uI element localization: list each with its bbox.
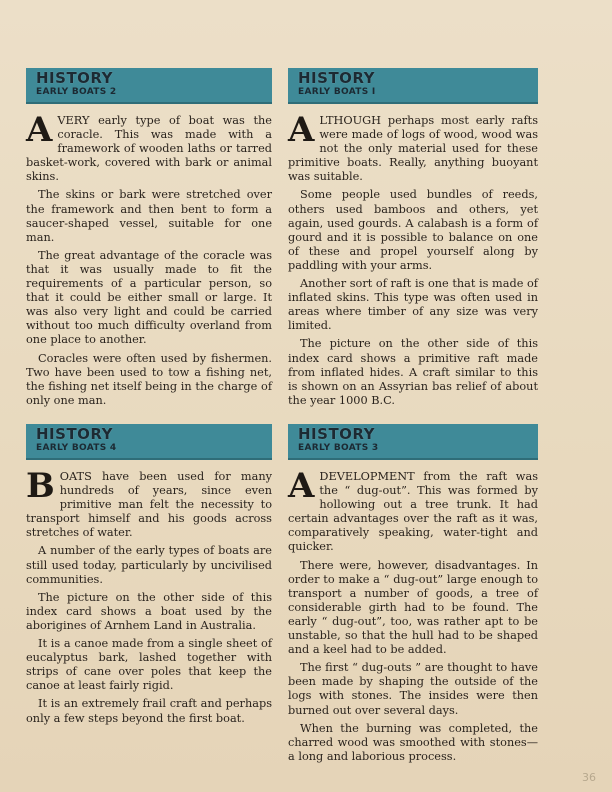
card-subtitle: EARLY BOATS I (298, 87, 376, 97)
drop-cap: B (26, 466, 55, 506)
card-early-boats-1 (288, 68, 538, 412)
card-body (288, 466, 538, 764)
card-header (288, 424, 538, 460)
card-title: HISTORY (298, 425, 376, 443)
paragraph: Some people used bundles of reeds, others used bamboos and others, yet again, used gourds. A calabash is a form of gourd and it is possible to balance on one of these and propel yourself along by paddling with your arms. (288, 188, 538, 272)
paragraph: When the burning was completed, the charred wood was smoothed with stones—a long and laborious process. (288, 721, 538, 763)
card-header (26, 68, 272, 104)
card-title: HISTORY (298, 69, 376, 87)
card-subtitle: EARLY BOATS 3 (298, 443, 379, 453)
drop-cap: A (288, 466, 315, 506)
paragraph: The great advantage of the coracle was that it was usually made to fit the requirements of a particular person, so that it could be either small or large. It was also very light and could be carried without too much difficulty overland from one place to another. (26, 248, 272, 347)
paragraph: The picture on the other side of this index card shows a primitive raft made from inflated hides. A craft similar to this is shown on an Assyrian bas relief of about the year 1000 B.C. (288, 337, 538, 407)
paragraph: It is an extremely frail craft and perhaps only a few steps beyond the first boat. (26, 697, 272, 725)
card-early-boats-4 (26, 424, 272, 730)
card-subtitle: EARLY BOATS 2 (36, 87, 117, 97)
paragraph: OATS have been used for many hundreds of years, since even primitive man felt the necessity to transport himself and his goods across stretches of water. (26, 470, 272, 540)
card-subtitle: EARLY BOATS 4 (36, 443, 117, 453)
paragraph: LTHOUGH perhaps most early rafts were made of logs of wood, wood was not the only material used for these primitive boats. Really, anything buoyant was suitable. (288, 114, 538, 184)
card-early-boats-2 (26, 68, 272, 412)
paragraph: Another sort of raft is one that is made of inflated skins. This type was often used in areas where timber of any size was very limited. (288, 277, 538, 333)
card-header (288, 68, 538, 104)
card-body (288, 110, 538, 408)
paragraph: DEVELOPMENT from the raft was the “ dug-out”. This was formed by hollowing out a tree trunk. It had certain advantages over the raft as it was, comparatively speaking, water-tight and quicker. (288, 470, 538, 554)
card-body (26, 110, 272, 408)
card-header (26, 424, 272, 460)
card-body (26, 466, 272, 726)
drop-cap: A (26, 110, 53, 150)
paragraph: The picture on the other side of this index card shows a boat used by the aborigines of Arnhem Land in Australia. (26, 590, 272, 632)
paragraph: A number of the early types of boats are still used today, particularly by uncivilised communities. (26, 544, 272, 586)
paragraph: VERY early type of boat was the coracle. This was made with a framework of wooden laths or tarred basket-work, covered with bark or animal skins. (26, 114, 272, 184)
paragraph: There were, however, disadvantages. In order to make a “ dug-out” large enough to transport a number of goods, a tree of considerable girth had to be found. The early “ dug-out”, too, was rather apt to be unstable, so that the hull had to be shaped and a keel had to be added. (288, 558, 538, 657)
card-early-boats-3 (288, 424, 538, 768)
drop-cap: A (288, 110, 315, 150)
card-title: HISTORY (36, 69, 114, 87)
paragraph: Coracles were often used by fishermen. Two have been used to tow a fishing net, the fishing net itself being in the charge of only one man. (26, 351, 272, 407)
paragraph: The skins or bark were stretched over the framework and then bent to form a saucer-shaped vessel, suitable for one man. (26, 188, 272, 244)
page-number: 36 (582, 771, 596, 784)
paragraph: It is a canoe made from a single sheet of eucalyptus bark, lashed together with strips of cane over poles that keep the canoe at least fairly rigid. (26, 637, 272, 693)
card-title: HISTORY (36, 425, 114, 443)
paragraph: The first “ dug-outs ” are thought to have been made by shaping the outside of the logs with stones. The insides were then burned out over several days. (288, 661, 538, 717)
